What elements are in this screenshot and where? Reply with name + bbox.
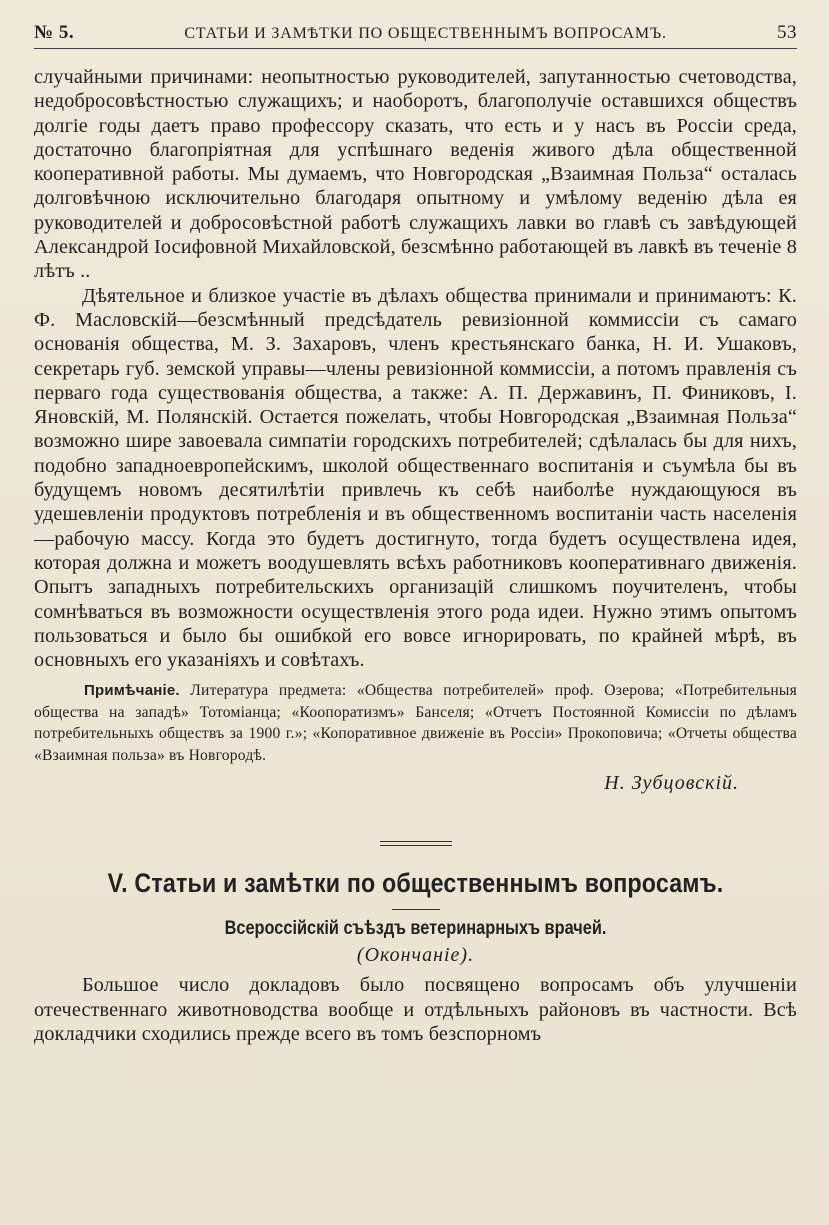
article-title: Всероссійскій съѣздъ ветеринарныхъ врачей. xyxy=(224,918,607,940)
note-text: Литература предмета: «Общества потребителей» проф. Озерова; «Потребительныя общества на западѣ» Тотоміанца; «Коопоратизмъ» Банселя; «Отчетъ Постоянной Комиссіи по дѣламъ потребительныхъ обществъ за 1900 г.»; «Копоративное движеніе въ Россіи» Прокоповича; «Отчеты общества «Взаимная польза» въ Новгородѣ. xyxy=(34,682,797,764)
author-signature: Н. Зубцовскій. xyxy=(604,772,739,795)
running-title: СТАТЬИ И ЗАМѢТКИ ПО ОБЩЕСТВЕННЫМЪ ВОПРОСАМЪ. xyxy=(184,25,667,42)
heading-rule xyxy=(392,909,440,910)
article-body xyxy=(34,65,797,672)
note-label: Примѣчаніе. xyxy=(84,682,180,700)
page-number: 53 xyxy=(776,22,797,43)
paragraph-1: случайными причинами: неопытностью руководителей, запутанностью счетоводства, недобросовѣстностью служащихъ; и наоборотъ, благополучіе оставшихся обществъ долгіе годы даетъ право профессору сказать, что есть и у насъ въ Россіи среда, достаточно благопріятная для успѣшнаго веденія живого дѣла общественной кооперативной работы. Мы думаемъ, что Новгородская „Взаимная Польза“ осталась долговѣчною исключительно благодаря опытному и умѣлому веденію дѣла ея руководителей и добросовѣстной работѣ служащихъ лавки во главѣ съ завѣдующей Александрой Іосифовной Михайловской, безсмѣнно работающей въ лавкѣ въ теченіе 8 лѣтъ .. xyxy=(34,66,797,283)
continuation-note: (Окончаніе). xyxy=(356,944,475,967)
running-head xyxy=(34,22,797,49)
footnote xyxy=(34,680,797,766)
section-divider xyxy=(380,841,452,846)
article2-paragraph-1: Большое число докладовъ было посвящено вопросамъ объ улучшеніи отечественнаго животноводства вообще и отдѣльныхъ районовъ въ частности. Всѣ докладчики сходились прежде всего въ томъ безспорномъ xyxy=(34,974,797,1046)
article2-body xyxy=(34,973,797,1046)
issue-number: № 5. xyxy=(34,22,75,43)
paragraph-2: Дѣятельное и близкое участіе въ дѣлахъ общества принимали и принимаютъ: К. Ф. Масловскій—безсмѣнный предсѣдатель ревизіонной коммиссіи съ самаго основанія общества, М. З. Захаровъ, членъ крестьянскаго банка, Н. И. Ушаковъ, секретарь губ. земской управы—члены ревизіонной коммиссіи, а потомъ правленія съ перваго года существованія общества, а также: А. П. Державинъ, П. Финиковъ, І. Яновскій, М. Полянскій. Остается пожелать, чтобы Новгородская „Взаимная Польза“ возможно шире завоевала симпатіи городскихъ потребителей; сдѣлалась бы для нихъ, подобно западноевропейскимъ, школой общественнаго воспитанія и съумѣла бы въ будущемъ новомъ десятилѣтіи привлечь къ себѣ наиболѣе нуждающуюся въ удешевленіи продуктовъ потребленія и въ общественномъ воспитаніи часть населенія—рабочую массу. Когда это будетъ достигнуто, тогда будетъ осуществлена идея, которая должна и можетъ воодушевлять всѣхъ работниковъ кооперативнаго движенія. Опытъ западныхъ потребительскихъ организацій слишкомъ поучителенъ, чтобы сомнѣваться въ возможности осуществленія этого рода идеи. Нужно этимъ опытомъ пользоваться и было бы ошибкой его вовсе игнорировать, по крайней мѣрѣ, въ основныхъ его указаніяхъ и совѣтахъ. xyxy=(34,284,797,672)
section-heading: V. Статьи и замѣтки по общественнымъ вопросамъ. xyxy=(107,868,724,899)
